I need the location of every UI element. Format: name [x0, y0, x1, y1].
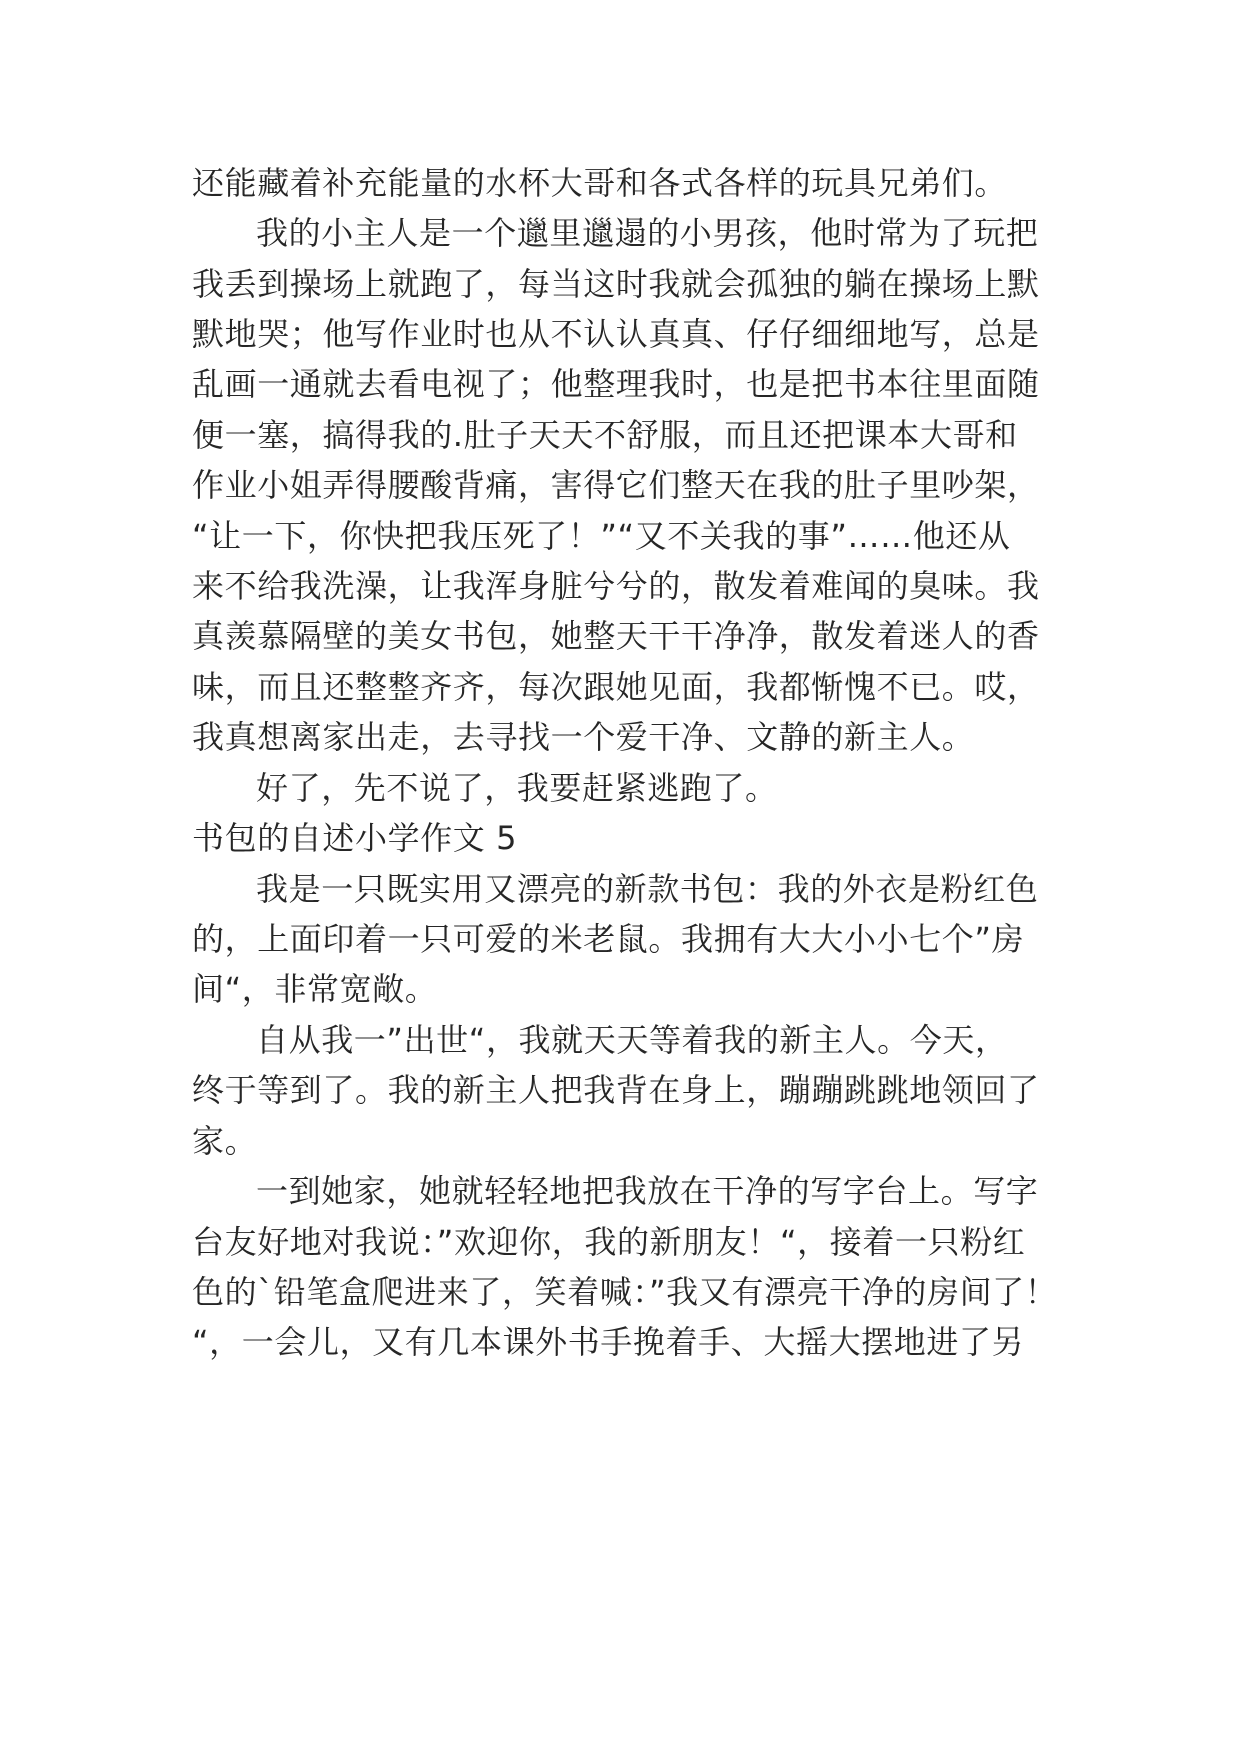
text-line: 间“，非常宽敞。: [192, 970, 438, 1008]
text-line: 味，而且还整整齐齐，每次跟她见面，我都惭愧不已。哎，: [192, 668, 1040, 706]
paragraph-start-line: 一到她家，她就轻轻地把我放在干净的写字台上。写字: [256, 1172, 1039, 1210]
paragraph-start-line: 自从我一”出世“，我就天天等着我的新主人。今天，: [256, 1021, 1008, 1059]
section-heading: 书包的自述小学作文 5: [192, 819, 518, 857]
text-line: “，一会儿，又有几本课外书手挽着手、大摇大摆地进了另: [192, 1323, 1025, 1361]
text-line: 我真想离家出走，去寻找一个爱干净、文静的新主人。: [192, 718, 975, 756]
text-line: 来不给我洗澡，让我浑身脏兮兮的，散发着难闻的臭味。我: [192, 567, 1040, 605]
text-line: 台友好地对我说：”欢迎你，我的新朋友！“，接着一只粉红: [192, 1223, 1026, 1261]
text-line: “让一下，你快把我压死了！”“又不关我的事”……他还从: [192, 517, 1011, 555]
paragraph-start-line: 好了，先不说了，我要赶紧逃跑了。: [256, 769, 778, 807]
text-line: 还能藏着补充能量的水杯大哥和各式各样的玩具兄弟们。: [192, 164, 1008, 202]
text-line: 的，上面印着一只可爱的米老鼠。我拥有大大小小七个”房: [192, 920, 1025, 958]
paragraph-start-line: 我是一只既实用又漂亮的新款书包：我的外衣是粉红色: [256, 870, 1039, 908]
text-line: 家。: [192, 1122, 258, 1160]
text-line: 真羡慕隔壁的美女书包，她整天干干净净，散发着迷人的香: [192, 617, 1040, 655]
text-line: 我丢到操场上就跑了，每当这时我就会孤独的躺在操场上默: [192, 265, 1040, 303]
paragraph-start-line: 我的小主人是一个邋里邋遢的小男孩，他时常为了玩把: [256, 214, 1039, 252]
text-line: 终于等到了。我的新主人把我背在身上，蹦蹦跳跳地领回了: [192, 1071, 1040, 1109]
text-line: 乱画一通就去看电视了；他整理我时，也是把书本往里面随: [192, 365, 1040, 403]
text-line: 色的`铅笔盒爬进来了，笑着喊：”我又有漂亮干净的房间了！: [192, 1273, 1058, 1311]
text-line: 便一塞，搞得我的.肚子天天不舒服，而且还把课本大哥和: [192, 416, 1018, 454]
text-line: 默地哭；他写作业时也从不认认真真、仔仔细细地写，总是: [192, 315, 1040, 353]
text-line: 作业小姐弄得腰酸背痛，害得它们整天在我的肚子里吵架，: [192, 466, 1040, 504]
